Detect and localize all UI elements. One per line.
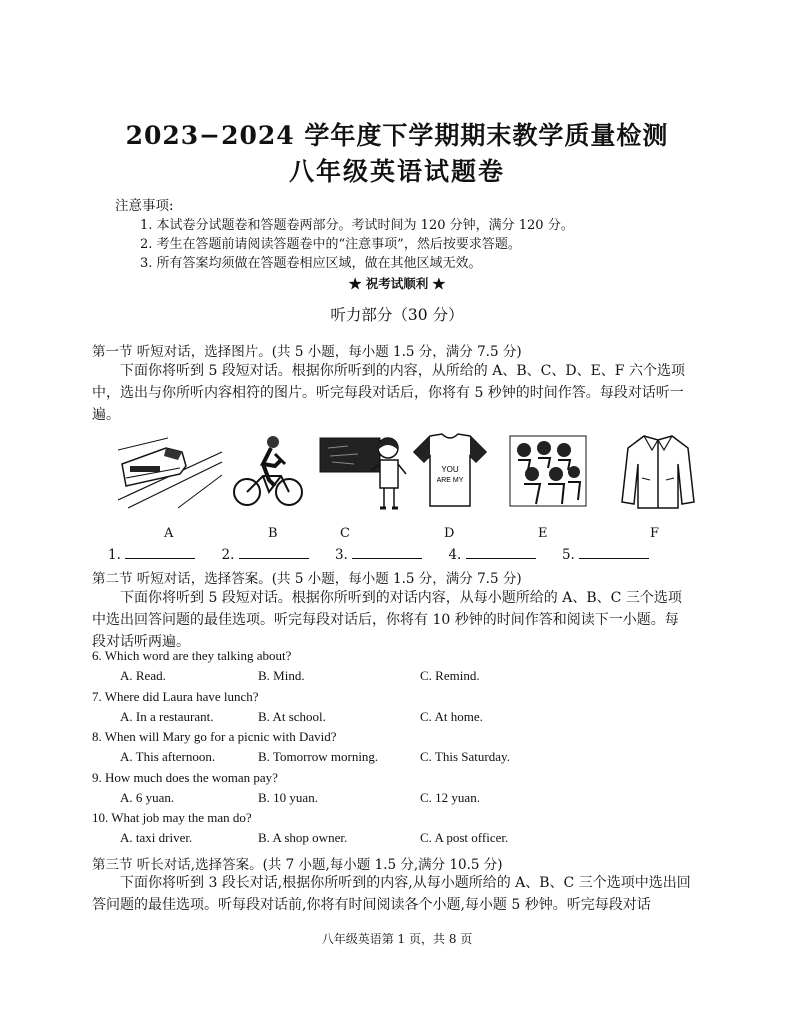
notes-heading: 注意事项: [115,198,174,214]
tshirt-print-line2: ARE MY [436,477,464,484]
answer-blank[interactable]: 1. [108,546,195,563]
section1-instructions: 下面你将听到 5 段短对话。根据你所听到的内容，从所给的 A、B、C、D、E、F 六个选项中，选出与你所听内容相符的图片。听完每段对话后，你将有 5 秒钟的时间作答。每段对话听一遍。 [92,363,685,423]
answer-blanks [108,546,661,563]
answer-blank[interactable]: 3. [335,546,422,563]
option-b[interactable]: B. A shop owner. [258,830,348,845]
option-b[interactable]: B. At school. [258,709,326,724]
note-item: 3. 所有答案均须做在答题卷相应区域，做在其他区域无效。 [140,256,482,271]
picture-label: B [268,526,278,541]
option-a[interactable]: A. In a restaurant. [120,709,214,724]
exam-subtitle: 八年级英语试题卷 [288,157,505,186]
answer-blank[interactable]: 5. [562,546,649,563]
option-c[interactable]: C. Remind. [420,668,480,683]
picture-label: E [538,526,548,541]
section3-heading: 第三节 听长对话,选择答案。(共 7 小题,每小题 1.5 分,满分 10.5 分) [92,857,503,873]
answer-blank[interactable]: 4. [448,546,535,563]
good-luck-line: ★ 祝考试顺利 ★ [348,276,446,291]
note-item: 2. 考生在答题前请阅读答题卷中的“注意事项”，然后按要求答题。 [140,237,521,252]
picture-label: A [164,526,174,541]
question-9: 9. How much does the woman pay? [92,770,278,785]
section2-instructions: 下面你将听到 5 段短对话。根据你所听到的对话内容，从每小题所给的 A、B、C 三个选项中选出回答问题的最佳选项。听完每段对话后，你将有 10 秒钟的时间作答和阅读下一小题。每段对话听两遍。 [92,590,682,650]
listening-part-title: 听力部分（30 分） [330,306,464,324]
section2-heading: 第二节 听短对话，选择答案。(共 5 小题，每小题 1.5 分，满分 7.5 分) [92,571,522,587]
cyclist-icon [233,430,303,510]
section1-heading: 第一节 听短对话，选择图片。(共 5 小题，每小题 1.5 分，满分 7.5 分) [92,344,522,360]
option-c[interactable]: C. At home. [420,709,483,724]
section3-instructions: 下面你将听到 3 段长对话,根据你所听到的内容,从每小题所给的 A、B、C 三个选项中选出回答问题的最佳选项。听每段对话前,你将有时间阅读各个小题,每小题 5 秒钟。听完每段对话 [92,875,691,913]
option-c[interactable]: C. 12 yuan. [420,790,480,805]
picture-label: D [444,526,455,541]
band-icon [508,430,588,510]
option-c[interactable]: C. This Saturday. [420,749,510,764]
answer-blank[interactable]: 2. [221,546,308,563]
picture-label: F [650,526,660,541]
option-a[interactable]: A. 6 yuan. [120,790,175,805]
train-icon [118,430,223,510]
option-a[interactable]: A. This afternoon. [120,749,216,764]
question-10: 10. What job may the man do? [92,810,252,825]
tshirt-icon [410,430,490,510]
tshirt-print-line1: YOU [441,465,459,474]
option-c[interactable]: C. A post officer. [420,830,509,845]
question-8: 8. When will Mary go for a picnic with David? [92,729,337,744]
option-a[interactable]: A. Read. [120,668,166,683]
picture-label: C [340,526,350,541]
option-b[interactable]: B. Tomorrow morning. [258,749,379,764]
exam-title: 2023−2024 学年度下学期期末教学质量检测 [125,121,669,150]
question-6: 6. Which word are they talking about? [92,648,292,663]
note-item: 1. 本试卷分试题卷和答题卷两部分。考试时间为 120 分钟，满分 120 分。 [140,218,574,233]
question-7: 7. Where did Laura have lunch? [92,689,259,704]
option-a[interactable]: A. taxi driver. [120,830,193,845]
page-footer: 八年级英语第 1 页，共 8 页 [321,932,473,946]
picture-options [118,430,698,530]
option-b[interactable]: B. 10 yuan. [258,790,318,805]
option-b[interactable]: B. Mind. [258,668,305,683]
jacket-icon [618,430,698,515]
